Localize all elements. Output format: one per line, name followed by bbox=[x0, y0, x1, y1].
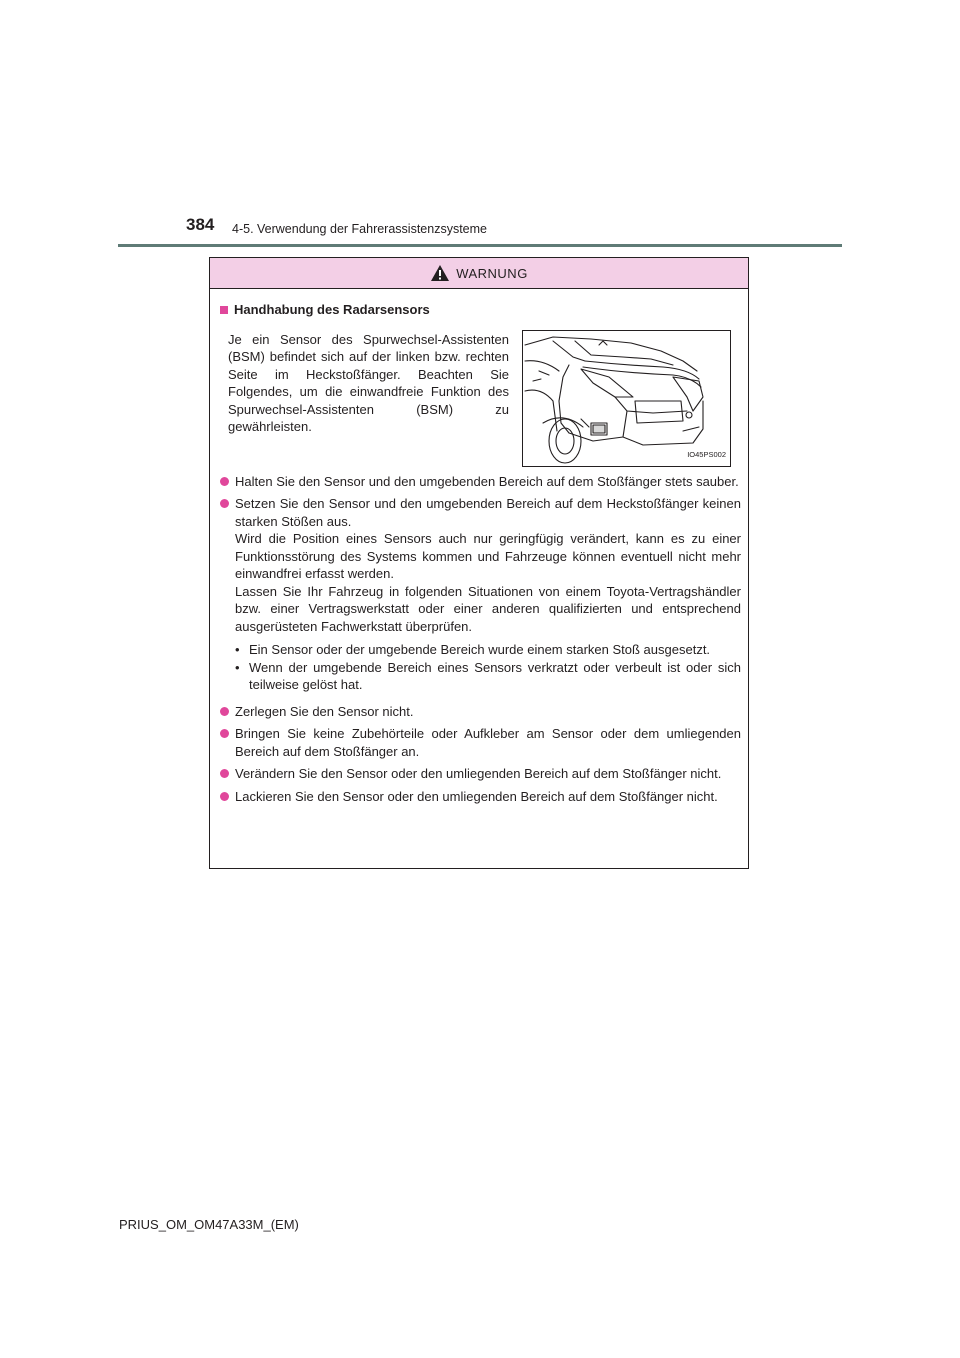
sub-list-item bbox=[235, 659, 741, 694]
warning-header bbox=[210, 258, 748, 289]
document-code: PRIUS_OM_OM47A33M_(EM) bbox=[119, 1217, 299, 1232]
list-item bbox=[220, 725, 741, 760]
list-item-text: Verändern Sie den Sensor oder den umliegenden Bereich auf dem Stoßfänger nicht. bbox=[235, 766, 722, 781]
list-item bbox=[220, 473, 741, 491]
sub-list-item bbox=[235, 641, 741, 659]
sub-bullet-marker: • bbox=[235, 659, 240, 675]
warning-box bbox=[209, 257, 749, 869]
list-item-text: Zerlegen Sie den Sensor nicht. bbox=[235, 703, 414, 719]
sub-list-item-text: Wenn der umgebende Bereich eines Sensors verkratzt oder verbeult ist oder sich teilweise gelöst hat. bbox=[249, 659, 741, 692]
list-item-detail: Wird die Position eines Sensors auch nur geringfügig verändert, kann es zu einer Funktionsstörung des Systems kommen und Fahrzeuge können eventuell nicht mehr einwandfrei erfasst werden. bbox=[235, 531, 741, 581]
dot-bullet-icon bbox=[220, 477, 229, 486]
list-item bbox=[220, 703, 741, 721]
list-item-text: Bringen Sie keine Zubehörteile oder Aufkleber am Sensor oder dem umliegenden Bereich auf dem Stoßfänger an. bbox=[235, 726, 741, 759]
list-item bbox=[220, 765, 741, 783]
figure-code: IO45PS002 bbox=[687, 450, 726, 459]
sub-list bbox=[235, 641, 741, 694]
dot-bullet-icon bbox=[220, 499, 229, 508]
dot-bullet-icon bbox=[220, 729, 229, 738]
list-item bbox=[220, 788, 741, 806]
sub-list-item-text: Ein Sensor oder der umgebende Bereich wurde einem starken Stoß ausgesetzt. bbox=[249, 642, 711, 657]
section-heading-text: Handhabung des Radarsensors bbox=[234, 302, 430, 317]
list-item-text: Lackieren Sie den Sensor oder den umliegenden Bereich auf dem Stoßfänger nicht. bbox=[235, 788, 718, 804]
warning-body bbox=[210, 289, 748, 805]
dot-bullet-icon bbox=[220, 769, 229, 778]
square-bullet-icon bbox=[220, 306, 228, 314]
dot-bullet-icon bbox=[220, 792, 229, 801]
list-item bbox=[220, 495, 741, 698]
list-item-detail: Lassen Sie Ihr Fahrzeug in folgenden Situationen von einem Toyota-Vertragshändler bzw. einer Vertragswerkstatt oder einer anderen qualifizierten und entsprechend ausgerüsteten Fachwerkstatt überprüfen. bbox=[235, 583, 741, 634]
section-heading bbox=[220, 301, 741, 319]
warning-triangle-icon bbox=[430, 264, 450, 282]
intro-row bbox=[220, 331, 741, 467]
sub-bullet-marker: • bbox=[235, 642, 240, 657]
intro-text: Je ein Sensor des Spurwechsel-Assistenten (BSM) befindet sich auf der linken bzw. rechten Seite im Heckstoßfänger. Beachten Sie Folgendes, um die einwandfreie Funktion des Spurwechsel-Assistenten (BSM) zu gewährleisten. bbox=[228, 331, 509, 434]
page-number: 384 bbox=[186, 215, 215, 234]
header-rule bbox=[118, 244, 842, 247]
list-item-text: Setzen Sie den Sensor und den umgebenden Bereich auf dem Heckstoßfänger keinen starken Stößen aus. bbox=[235, 496, 741, 529]
warning-title: WARNUNG bbox=[456, 265, 528, 281]
bullet-list bbox=[220, 473, 741, 806]
chapter-title: 4-5. Verwendung der Fahrerassistenzsysteme bbox=[232, 222, 487, 236]
list-item-text: Halten Sie den Sensor und den umgebenden Bereich auf dem Stoßfänger stets sauber. bbox=[235, 473, 739, 489]
dot-bullet-icon bbox=[220, 707, 229, 716]
car-rear-figure bbox=[522, 330, 731, 467]
